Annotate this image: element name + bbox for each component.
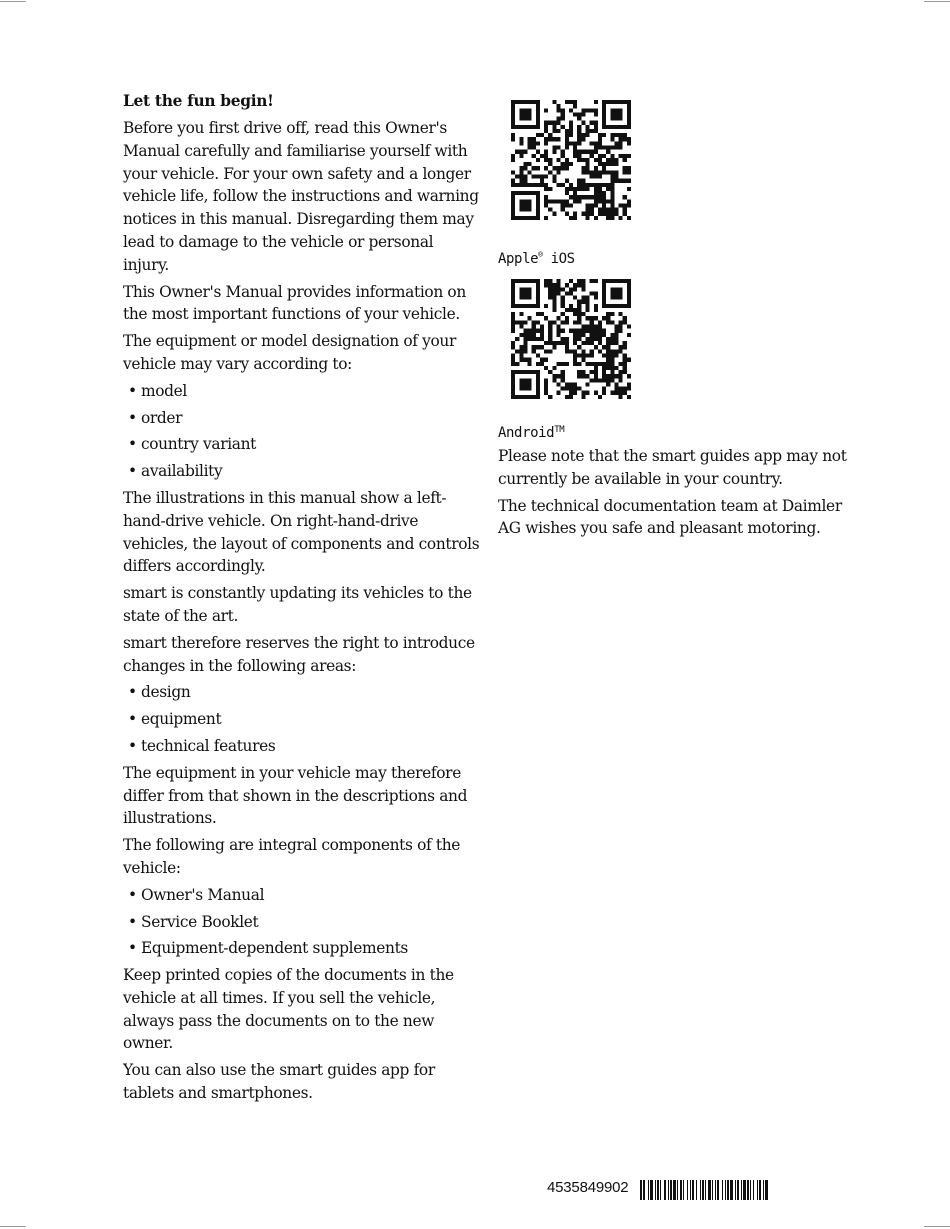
closing-paragraph: The technical documentation team at Daimler AG wishes you safe and pleasant motoring. [498, 496, 842, 538]
trademark-mark: TM [554, 425, 565, 435]
android-label: Android [498, 425, 555, 441]
crop-mark-top-left [0, 1, 26, 2]
updating-paragraph: smart is constantly updating its vehicles to the state of the art. [123, 584, 472, 625]
equipment-variation-paragraph: The equipment or model designation of your vehicle may vary according to: [123, 332, 456, 373]
printed-copies-paragraph: Keep printed copies of the documents in the vehicle at all times. If you sell the vehicle, always pass the documents on to the new owner. [123, 966, 454, 1053]
right-column [498, 90, 858, 544]
variation-list [123, 380, 483, 483]
crop-mark-bottom-left [0, 1226, 26, 1227]
qr-code-icon [511, 279, 631, 399]
app-paragraph: You can also use the smart guides app for tablets and smartphones. [123, 1061, 435, 1103]
section-heading: Let the fun begin! [123, 92, 274, 110]
components-paragraph: The following are integral components of the vehicle: [123, 836, 461, 877]
changes-list [123, 681, 483, 757]
list-item: • equipment [123, 708, 483, 731]
ios-suffix: iOS [542, 251, 575, 267]
components-list [123, 884, 483, 960]
changes-paragraph: smart therefore reserves the right to introduce changes in the following areas: [123, 633, 475, 675]
list-item: • country variant [123, 433, 483, 456]
list-item: • availability [123, 460, 483, 483]
manual-info-paragraph: This Owner's Manual provides information on the most important functions of your vehicle. [123, 282, 466, 324]
left-column [123, 90, 483, 1109]
document-code: 4535849902 [547, 1179, 629, 1196]
list-item: • Service Booklet [123, 911, 483, 934]
registered-mark: ® [538, 250, 543, 259]
barcode-icon [640, 1180, 850, 1202]
equipment-differ-paragraph: The equipment in your vehicle may therefore differ from that shown in the descriptions and illustrations. [123, 763, 468, 828]
crop-mark-top-right [924, 1, 950, 2]
list-item: • order [123, 407, 483, 430]
ios-caption [498, 245, 858, 269]
ios-label: Apple [498, 251, 539, 267]
illustrations-paragraph: The illustrations in this manual show a left-hand-drive vehicle. On right-hand-drive vehicles, the layout of components and controls differs accordingly. [123, 488, 480, 576]
intro-paragraph: Before you first drive off, read this Owner's Manual carefully and familiarise yourself with your vehicle. For your own safety and a longer vehicle life, follow the instructions and warning notices in this manual. Disregarding them may lead to damage to the vehicle or personal injury. [123, 119, 479, 274]
list-item: • design [123, 681, 483, 704]
list-item: • model [123, 380, 483, 403]
qr-code-ios[interactable] [511, 100, 631, 220]
availability-note: Please note that the smart guides app may not currently be available in your country. [498, 447, 847, 488]
list-item: • technical features [123, 735, 483, 758]
android-caption [498, 420, 858, 443]
list-item: • Owner's Manual [123, 884, 483, 907]
list-item: • Equipment-dependent supplements [123, 937, 483, 960]
qr-code-android[interactable] [511, 279, 631, 399]
crop-mark-bottom-right [924, 1226, 950, 1227]
qr-code-icon [511, 100, 631, 220]
